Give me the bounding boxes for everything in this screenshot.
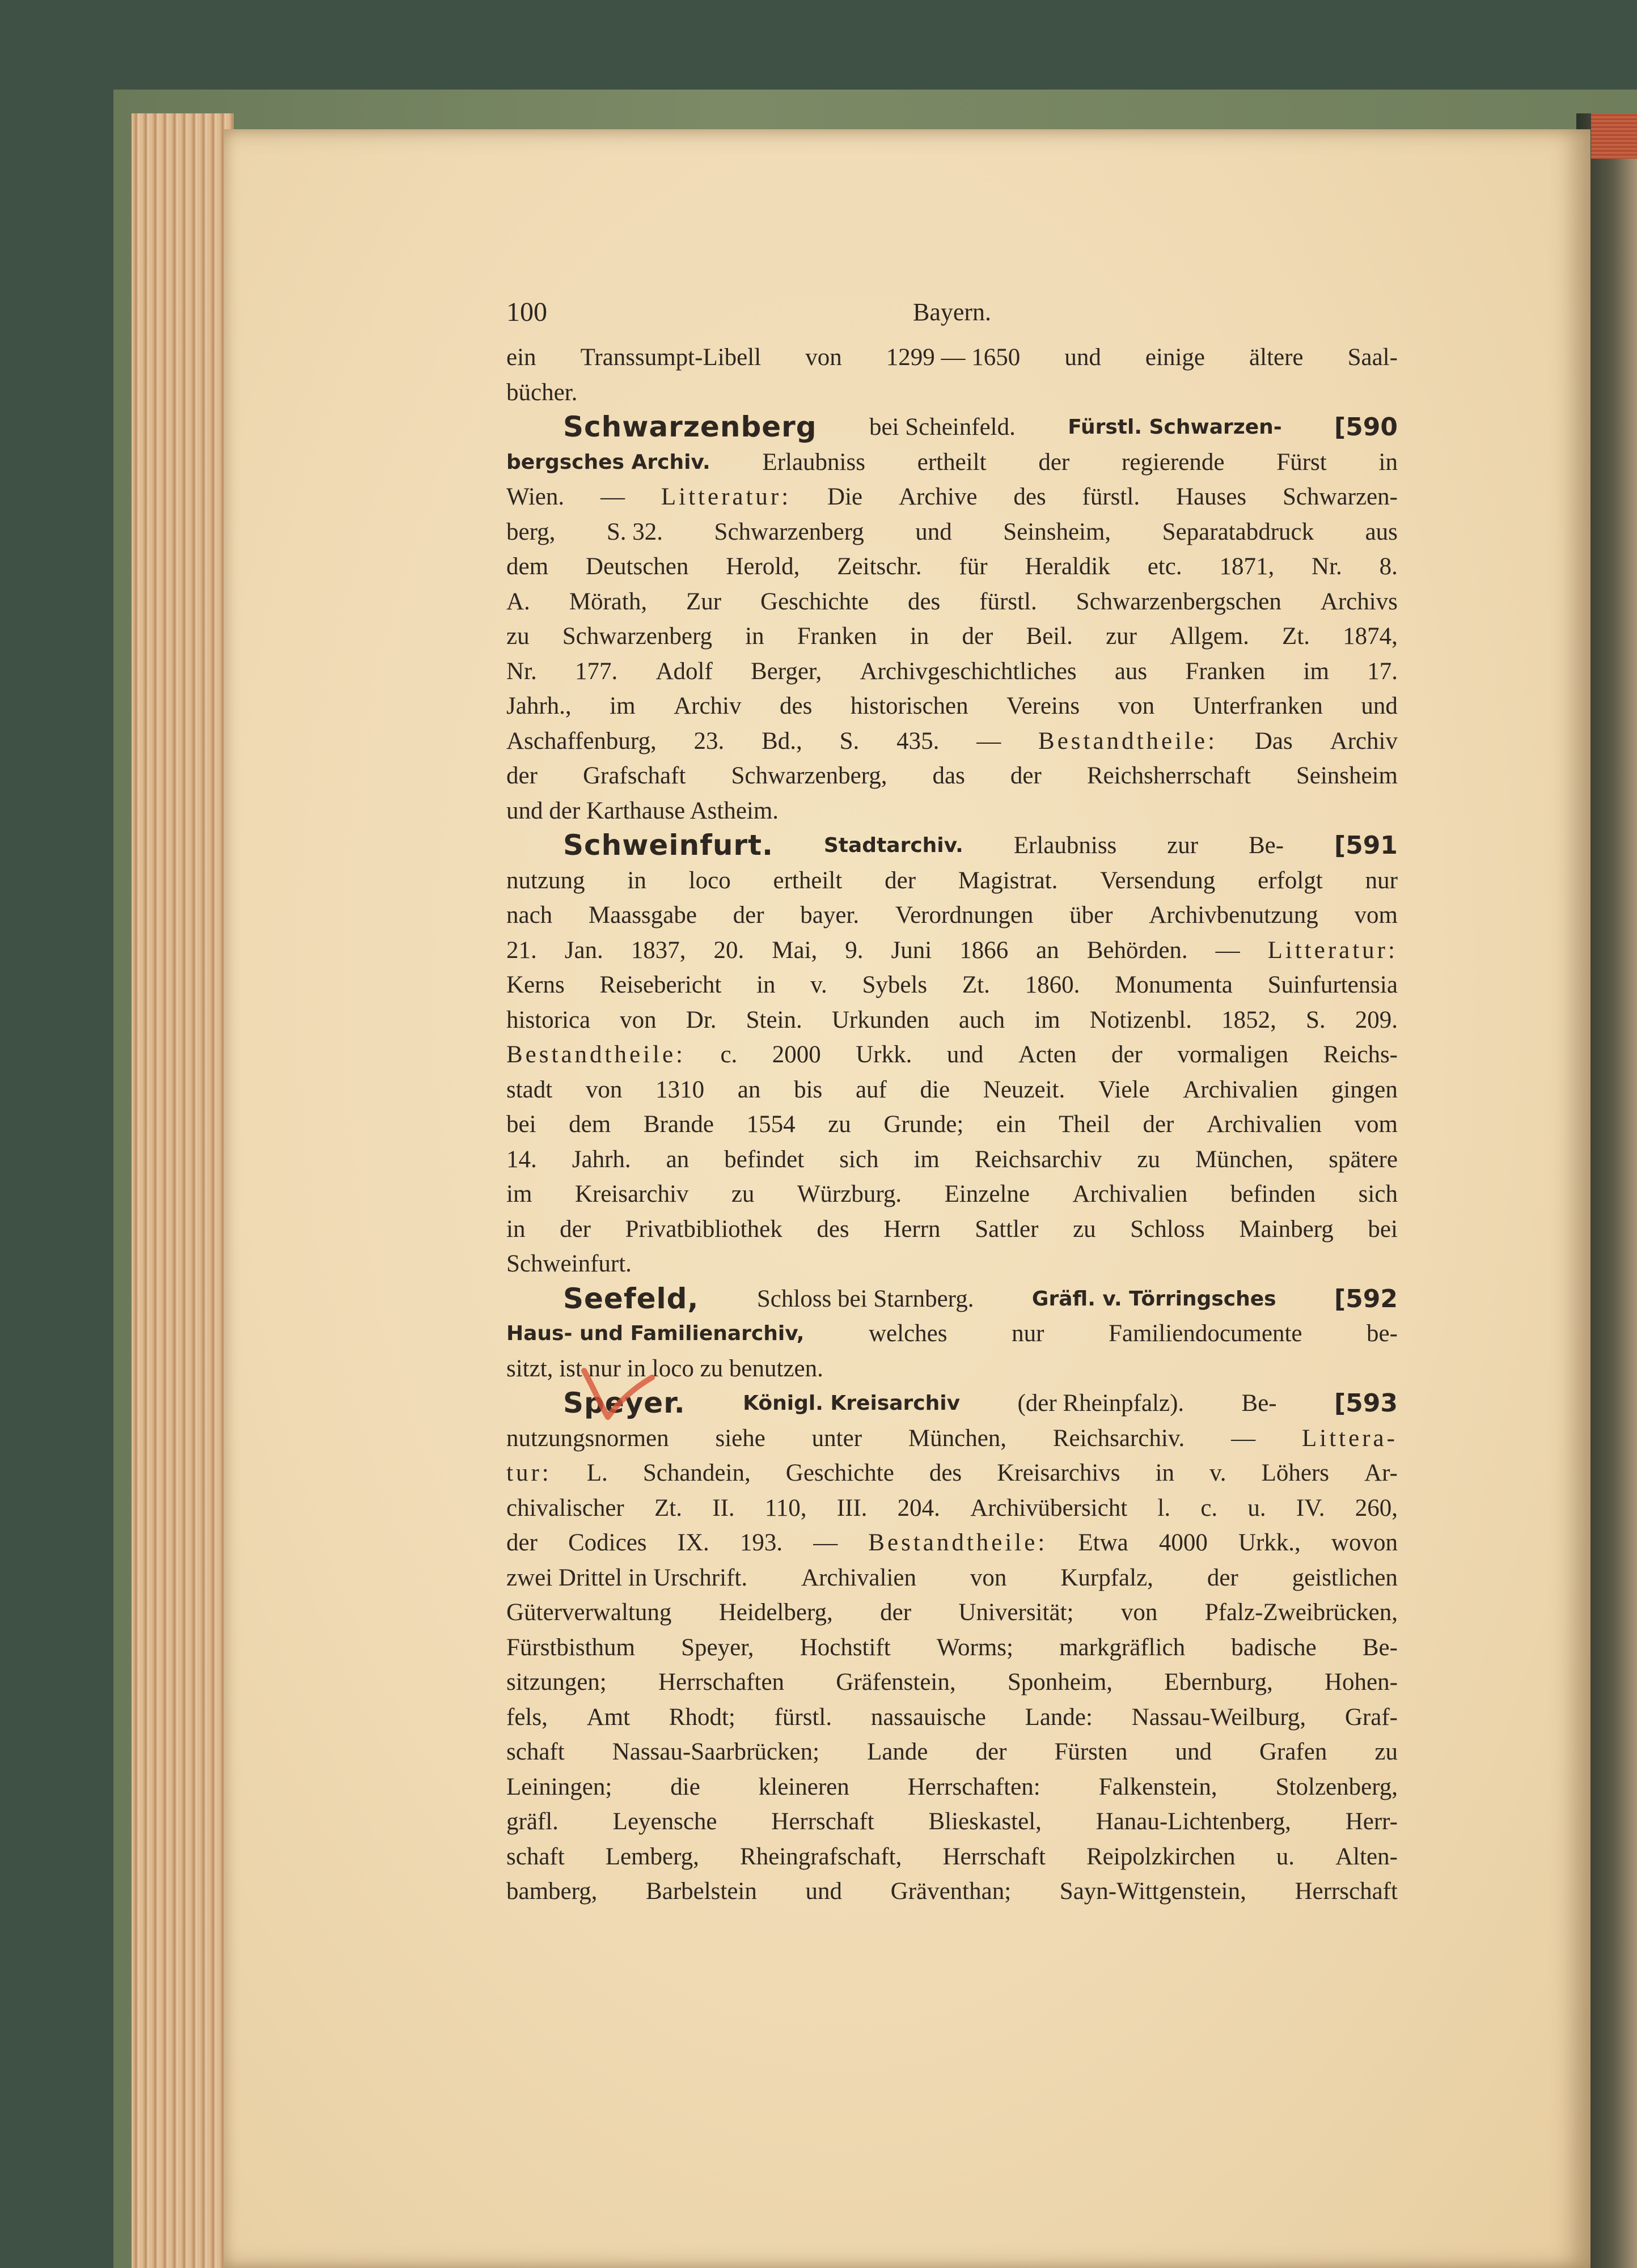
entry-number: [592 [1334, 1284, 1398, 1313]
text-line: zwei Drittel in Urschrift. Archivalien von Kurpfalz, der geistlichen [506, 1564, 1398, 1591]
text-line: im Kreisarchiv zu Würzburg. Einzelne Archivalien befinden sich [506, 1181, 1398, 1207]
text-line: historica von Dr. Stein. Urkunden auch im Notizenbl. 1852, S. 209. [506, 1006, 1398, 1033]
text-line: Kerns Reisebericht in v. Sybels Zt. 1860. Monumenta Suinfurtensia [506, 972, 1398, 998]
page-number: 100 [506, 297, 547, 327]
next-page-edge [1591, 113, 1637, 159]
text-line: der Grafschaft Schwarzenberg, das der Reichsherrschaft Seinsheim [506, 762, 1398, 789]
text-line: bamberg, Barbelstein und Gräventhan; Sayn-Wittgenstein, Herrschaft [506, 1878, 1398, 1905]
entry-heading-seefeld: Seefeld, Schloss bei Starnberg. Gräfl. v. Törringsches [592 [506, 1282, 1398, 1317]
text-line: bücher. [506, 379, 578, 406]
text-line: Nr. 177. Adolf Berger, Archivgeschichtliches aus Franken im 17. [506, 658, 1398, 685]
text-line: sitzungen; Herrschaften Gräfenstein, Sponheim, Ebernburg, Hohen- [506, 1669, 1398, 1695]
text-line: Jahrh., im Archiv des historischen Vereins von Unterfranken und [506, 693, 1398, 719]
text-line: und der Karthause Astheim. [506, 797, 779, 824]
text-line: bergsches Archiv. Erlaubniss ertheilt der regierende Fürst in [506, 448, 1398, 476]
entry-number: [590 [1334, 413, 1398, 442]
page-header [506, 295, 1398, 340]
text-line: Aschaffenburg, 23. Bd., S. 435. — Bestandtheile: Das Archiv [506, 727, 1398, 754]
text-line: Wien. — Litteratur: Die Archive des fürstl. Hauses Schwarzen- [506, 484, 1398, 510]
text-line: 21. Jan. 1837, 20. Mai, 9. Juni 1866 an Behörden. — Litteratur: [506, 936, 1398, 964]
text-line: Schweinfurt. [506, 1250, 632, 1277]
text-line: schaft Nassau-Saarbrücken; Lande der Fürsten und Grafen zu [506, 1739, 1398, 1765]
text-line: Güterverwaltung Heidelberg, der Universität; von Pfalz-Zweibrücken, [506, 1599, 1398, 1626]
text-line: bei dem Brande 1554 zu Grunde; ein Theil der Archivalien vom [506, 1111, 1398, 1138]
entry-number: [593 [1334, 1389, 1398, 1418]
text-line: gräfl. Leyensche Herrschaft Blieskastel, Hanau-Lichtenberg, Herr- [506, 1808, 1398, 1835]
running-head: Bayern. [912, 298, 992, 326]
text-line: nach Maassgabe der bayer. Verordnungen über Archivbenutzung vom [506, 902, 1398, 929]
text-line: Leiningen; die kleineren Herrschaften: Falkenstein, Stolzenberg, [506, 1773, 1398, 1800]
text-line: berg, S. 32. Schwarzenberg und Seinsheim, Separatabdruck aus [506, 518, 1398, 545]
entry-heading-schwarzenberg: Schwarzenberg bei Scheinfeld. Fürstl. Schwarzen- [590 [506, 410, 1398, 445]
page-edges [132, 113, 234, 2268]
text-line: der Codices IX. 193. — Bestandtheile: Etwa 4000 Urkk., wovon [506, 1529, 1398, 1556]
text-line: nutzungsnormen siehe unter München, Reichsarchiv. — Littera- [506, 1425, 1398, 1452]
page-text [506, 295, 1398, 1909]
text-line: fels, Amt Rhodt; fürstl. nassauische Lande: Nassau-Weilburg, Graf- [506, 1703, 1398, 1731]
text-line: Haus- und Familienarchiv, welches nur Familiendocumente be- [506, 1320, 1398, 1347]
text-line: schaft Lemberg, Rheingrafschaft, Herrschaft Reipolzkirchen u. Alten- [506, 1843, 1398, 1870]
text-line: Fürstbisthum Speyer, Hochstift Worms; markgräflich badische Be- [506, 1634, 1398, 1661]
text-line: in der Privatbibliothek des Herrn Sattler zu Schloss Mainberg bei [506, 1215, 1398, 1243]
entry-heading-speyer: Speyer. Königl. Kreisarchiv (der Rheinpfalz). Be- [593 [506, 1386, 1398, 1421]
text-line: ein Transsumpt-Libell von 1299 — 1650 und einige ältere Saal- [506, 344, 1398, 371]
text-line: dem Deutschen Herold, Zeitschr. für Heraldik etc. 1871, Nr. 8. [506, 553, 1398, 580]
text-line: nutzung in loco ertheilt der Magistrat. Versendung erfolgt nur [506, 867, 1398, 894]
text-line: zu Schwarzenberg in Franken in der Beil. zur Allgem. Zt. 1874, [506, 623, 1398, 650]
text-line: chivalischer Zt. II. 110, III. 204. Archivübersicht l. c. u. IV. 260, [506, 1494, 1398, 1521]
entry-number: [591 [1334, 831, 1398, 860]
text-line: Bestandtheile: c. 2000 Urkk. und Acten der vormaligen Reichs- [506, 1041, 1398, 1068]
text-line: 14. Jahrh. an befindet sich im Reichsarchiv zu München, spätere [506, 1146, 1398, 1173]
text-line: sitzt, ist nur in loco zu benutzen. [506, 1355, 823, 1382]
text-line: tur: L. Schandein, Geschichte des Kreisarchivs in v. Löhers Ar- [506, 1460, 1398, 1486]
text-line: A. Mörath, Zur Geschichte des fürstl. Schwarzenbergschen Archivs [506, 588, 1398, 615]
entry-heading-schweinfurt: Schweinfurt. Stadtarchiv. Erlaubniss zur Be- [591 [506, 828, 1398, 863]
text-line: stadt von 1310 an bis auf die Neuzeit. Viele Archivalien gingen [506, 1076, 1398, 1103]
